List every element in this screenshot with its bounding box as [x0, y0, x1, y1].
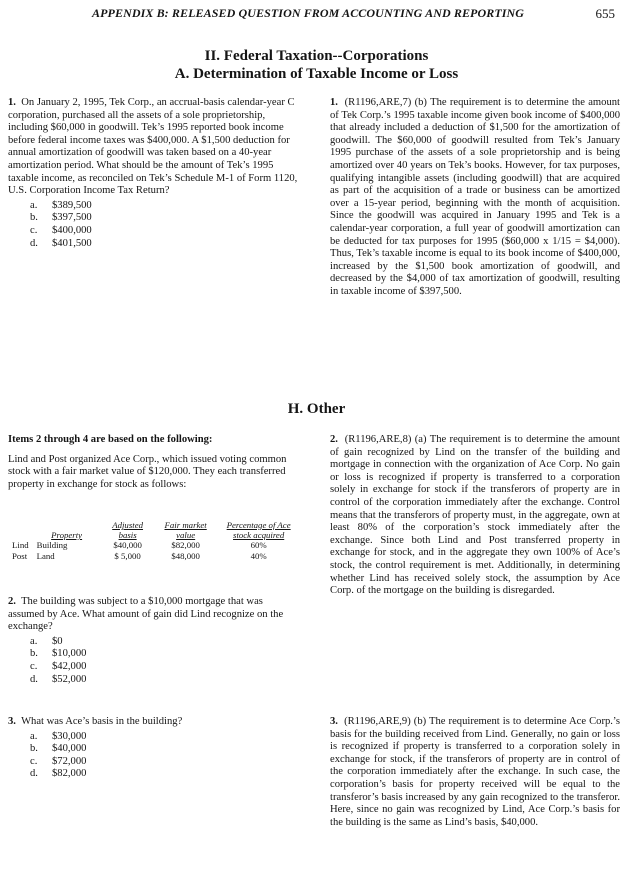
table-cell: $ 5,000: [114, 550, 141, 561]
answer-text: The requirement is to determine Ace Corp.’s basis for the building received from Lind. Generally, no gain or loss is recognized if property is transferred to a corporation solely in exchange for stock, if the transferors of property are in control of the corporation immediately after the exchange. In such case, the corporation’s basis for property received will be equal to the transferor’s basis increased by any gain recognized to the transferor. Here, since no gain was recognized by Lind, Ace Corp.’s basis for the building is the same as Lind’s basis, $40,000.: [330, 716, 621, 828]
question-text: What was Ace’s basis in the building?: [21, 716, 183, 727]
section-title: II. Federal Taxation--Corporations: [204, 48, 429, 64]
question-text: On January 2, 1995, Tek Corp., an accrual-basis calendar-year C corporation, purchased all the assets of a sole proprietorship, including $60,000 in goodwill. Tek’s 1995 reported book income before federal income taxes was $400,000. A $1,500 deduction for annual amortization of goodwill was taken based on a 40-year amortization period. What should be the amount of Tek’s 1995 taxable income, as reconciled on Tek’s Schedule M-1 of Form 1120, U.S. Corporation Income Tax Return?: [8, 97, 298, 197]
option-c: c. $72,000: [30, 755, 87, 767]
answer-text: The requirement is to determine the amount of Tek Corp.’s 1995 taxable income given book income of $400,000 that already included a deduction of $1,500 for the amortization of goodwill. The $60,000 of goodwill resulted from Tek’s January 1995 purchase of the assets of a sole proprietorship and is being amortized over 40 years on Tek’s books. However, for tax purposes, qualifying intangible assets (including goodwill) that are acquired as part of the acquisition of a trade or business can be amortized over a 15-year period, beginning with the month of acquisition. Since the goodwill was acquired in January 1995 and Tek is a calendar-year corporation, a full year of goodwill amortization can be deducted for tax purposes for 1995 ($60,000 x 1/15 = $4,000). Thus, Tek’s taxable income is equal to its book income of $400,000, increased by the $1,500 book amortization of goodwill, and decreased by the $4,000 of tax amortization of goodwill, resulting in taxable income of $397,500.: [330, 97, 621, 297]
section-subtitle: A. Determination of Taxable Income or Loss: [174, 66, 459, 82]
table-cell: Lind: [12, 540, 29, 550]
table-header: Percentage of Ace stock acquired: [226, 520, 291, 540]
question-number: 1.: [8, 97, 16, 108]
table-header: Property: [51, 530, 83, 540]
page-header: [0, 6, 633, 24]
table-cell: Land: [36, 550, 55, 561]
table-cell: $40,000: [113, 540, 142, 550]
table-cell: Building: [36, 540, 68, 550]
table-row: [8, 551, 301, 562]
answer-options: [30, 636, 298, 686]
option-d: d. $52,000: [30, 673, 87, 685]
answer-3: [330, 716, 620, 829]
table-header: Adjusted basis: [112, 520, 144, 540]
question-number: 2.: [8, 596, 16, 607]
table-cell: 40%: [250, 550, 267, 561]
items-text: Lind and Post organized Ace Corp., which issued voting common stock with a fair market value of $120,000. They each transferred property in exchange for stock as follows:: [8, 453, 287, 490]
page-number: 655: [595, 6, 615, 21]
option-a: a. $30,000: [30, 730, 87, 742]
items-lead: Items 2 through 4 are based on the following:: [8, 434, 213, 445]
option-b: b. $40,000: [30, 743, 87, 755]
table-row: [8, 540, 301, 551]
table-header-row: [8, 520, 301, 540]
option-a: a. $0: [30, 635, 63, 647]
items-intro: [8, 434, 298, 491]
table-header: Fair market value: [164, 520, 207, 540]
answer-reference: (R1196,ARE,9) (b): [344, 716, 427, 727]
table-cell: $48,000: [171, 550, 200, 561]
table-header: [8, 520, 33, 540]
option-c: c. $42,000: [30, 660, 87, 672]
answer-number: 2.: [330, 434, 338, 445]
answer-reference: (R1196,ARE,7) (b): [344, 97, 427, 108]
answer-options: [30, 731, 298, 781]
question-1: [8, 97, 298, 250]
answer-number: 3.: [330, 716, 338, 727]
answer-2: [330, 434, 620, 598]
running-title: APPENDIX B: RELEASED QUESTION FROM ACCOUNTING AND REPORTING: [92, 6, 525, 20]
option-a: a. $389,500: [30, 199, 92, 211]
answer-text: The requirement is to determine the amount of gain recognized by Lind on the transfer of the building and mortgage in connection with the organization of Ace Corp. No gain or loss is recognized if property is transferred to a corporation solely in exchange for stock if the transferors of property are in control of the corporation immediately after the exchange. Control means that the transferors of property must, in the aggregate, own at least 80% of the corporation’s stock immediately after the exchange. Since both Lind and Post transferred property in exchange for stock, and in the aggregate they own 100% of Ace’s stock, the control requirement is met. Additionally, in determining whether Lind has received solely stock, the assumption by Ace Corp. of the mortgage on the building is disregarded.: [330, 434, 620, 597]
answer-number: 1.: [330, 97, 338, 108]
option-d: d. $401,500: [30, 237, 92, 249]
option-c: c. $400,000: [30, 224, 92, 236]
question-3: [8, 716, 298, 781]
section-h-title: H. Other: [287, 401, 346, 417]
property-table: [8, 520, 301, 561]
question-number: 3.: [8, 716, 16, 727]
option-b: b. $10,000: [30, 648, 87, 660]
question-2: [8, 596, 298, 686]
option-d: d. $82,000: [30, 768, 87, 780]
question-text: The building was subject to a $10,000 mortgage that was assumed by Ace. What amount of gain did Lind recognize on the exchange?: [8, 596, 284, 633]
answer-options: [30, 200, 298, 250]
table-cell: $82,000: [171, 540, 200, 550]
answer-reference: (R1196,ARE,8) (a): [344, 434, 427, 445]
option-b: b. $397,500: [30, 212, 92, 224]
table-cell: Post: [12, 550, 28, 561]
table-cell: 60%: [250, 540, 267, 550]
answer-1: [330, 97, 620, 299]
